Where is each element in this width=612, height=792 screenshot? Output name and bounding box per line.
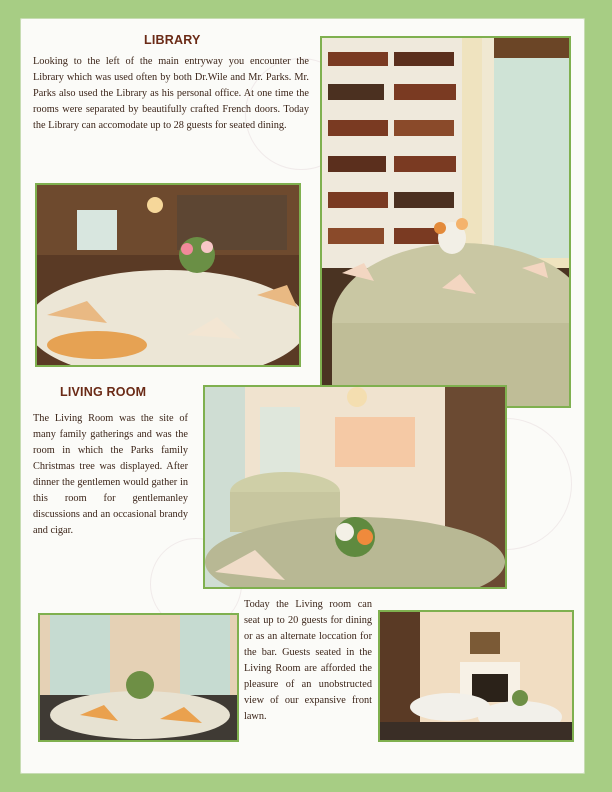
library-description: Looking to the left of the main entryway you encounter the Library which was used often by both Dr.Wile and Mr. Parks. Mr. Parks also used the Library as his personal office. At one time the rooms were separated by beautifully crafted French doors. Today the Library can accomodate up to 28 guests for seated dining. [33,56,309,131]
living-room-tables-photo [203,385,507,589]
library-bookshelf-photo [320,36,571,408]
living-room-window-photo [38,613,239,742]
library-table-photo [35,183,301,367]
living-room-heading: LIVING ROOM [60,385,147,399]
library-heading: LIBRARY [144,33,201,47]
living-room-today-description: Today the Living room can seat up to 20 guests for dining or as an alternate loccation for the bar. Guests seated in the Living Room are afforded the pleasure of an unobstructed view of our expansive front lawn. [244,599,372,722]
living-room-fireplace-photo [378,610,574,742]
living-room-description: The Living Room was the site of many family gatherings and was the room in which the Parks family Christmas tree was displayed. After dinner the gentlemen would gather in this room for gentlemanley discussions and an occasional brandy and cigar. [33,413,188,536]
